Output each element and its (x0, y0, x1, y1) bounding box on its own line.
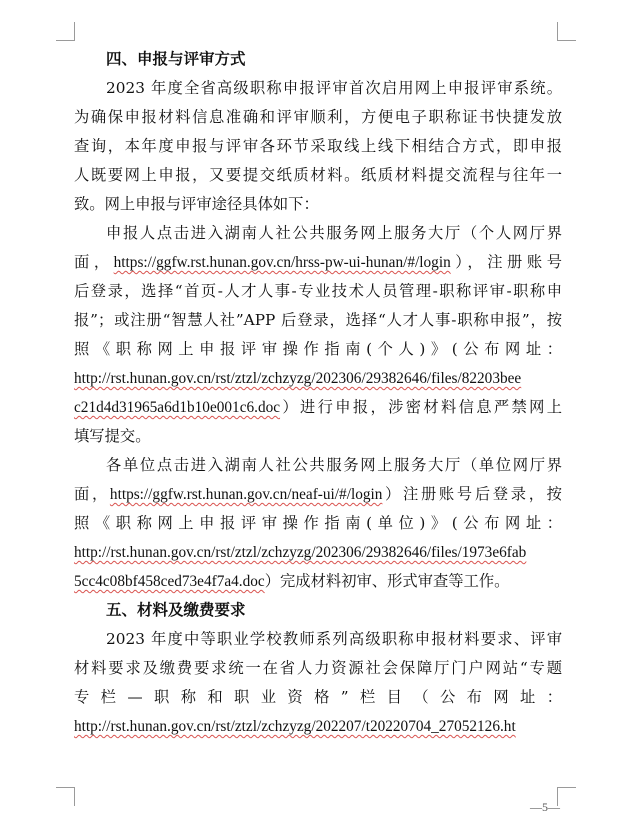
s4-p2-line-3: 后登录，选择“首页-人才人事-专业技术人员管理-职称评审-职称申 (74, 282, 562, 300)
s4-p3-line-2-suffix: ）注册账号后登录，按 (382, 485, 562, 503)
page-number: —5— (530, 800, 560, 814)
section-4-heading: 四、申报与评审方式 (106, 50, 246, 68)
unit-login-link[interactable]: https://ggfw.rst.hunan.gov.cn/neaf-ui/#/login (109, 486, 383, 503)
s5-p1-line-3: 专栏—职称和职业资格”栏目（公布网址： (74, 688, 562, 706)
s4-p2-line-8: 填写提交。 (74, 427, 151, 445)
section-5-heading: 五、材料及缴费要求 (106, 601, 246, 619)
s4-p1-line-1: 2023 年度全省高级职称申报评审首次启用网上申报评审系统。 (106, 79, 562, 97)
s4-p2-line-2-suffix: ），注册账号 (450, 253, 562, 271)
s4-p2-line-7-suffix: ）进行申报，涉密材料信息严禁网上 (280, 398, 562, 416)
s4-p2-line-5: 照《职称网上申报评审操作指南(个人)》(公布网址： (74, 340, 562, 358)
s5-p1-line-1: 2023 年度中等职业学校教师系列高级职称申报材料要求、评审 (106, 630, 562, 648)
crop-mark-top-left (56, 22, 75, 41)
unit-guide-url-part-1[interactable]: http://rst.hunan.gov.cn/rst/ztzl/zchzyzg/202306/29382646/files/1973e6fab (74, 544, 527, 561)
s4-p3-line-2 (74, 480, 562, 509)
s4-p1-line-3: 查询，本年度申报与评审各环节采取线上线下相结合方式，即申报 (74, 137, 562, 155)
s4-p1-line-4: 人既要网上申报，又要提交纸质材料。纸质材料提交流程与往年一 (74, 166, 562, 184)
personal-guide-url-part-1[interactable]: http://rst.hunan.gov.cn/rst/ztzl/zchzyzg/202306/29382646/files/82203bee (74, 370, 522, 387)
s4-p2-line-2 (74, 248, 562, 277)
s4-p3-line-1: 各单位点击进入湖南人社公共服务网上服务大厅（单位网厅界 (106, 456, 562, 474)
s4-p3-line-5-suffix: ）完成材料初审、形式审查等工作。 (264, 572, 510, 590)
personal-guide-url-part-2[interactable]: c21d4d31965a6d1b10e001c6.doc (74, 399, 281, 416)
materials-requirements-url[interactable]: http://rst.hunan.gov.cn/rst/ztzl/zchzyzg/202207/t20220704_27052126.ht (74, 718, 516, 735)
s4-p3-line-5 (74, 567, 562, 596)
s4-p3-line-3: 照《职称网上申报评审操作指南(单位)》(公布网址： (74, 514, 562, 532)
s4-p1-line-5: 致。网上申报与评审途径具体如下： (74, 195, 319, 213)
s4-p3-line-2-prefix: 面， (74, 485, 110, 503)
crop-mark-top-right (557, 22, 576, 41)
s4-p2-line-7 (74, 393, 562, 422)
s4-p1-line-2: 为确保申报材料信息准确和评审顺利，方便电子职称证书快捷发放 (74, 108, 562, 126)
s5-p1-line-2: 材料要求及缴费要求统一在省人力资源社会保障厅门户网站“专题 (74, 659, 562, 677)
personal-login-link[interactable]: https://ggfw.rst.hunan.gov.cn/hrss-pw-ui-hunan/#/login (113, 254, 451, 271)
s4-p2-line-2-prefix: 面， (74, 253, 114, 271)
s4-p2-line-4: 报”；或注册“智慧人社”APP 后登录，选择“人才人事-职称申报”，按 (74, 311, 562, 329)
crop-mark-bottom-left (56, 787, 75, 806)
unit-guide-url-part-2[interactable]: 5cc4c08bf458ced73e4f7a4.doc (74, 573, 265, 590)
s4-p2-line-1: 申报人点击进入湖南人社公共服务网上服务大厅（个人网厅界 (106, 224, 562, 242)
document-body (74, 45, 562, 741)
